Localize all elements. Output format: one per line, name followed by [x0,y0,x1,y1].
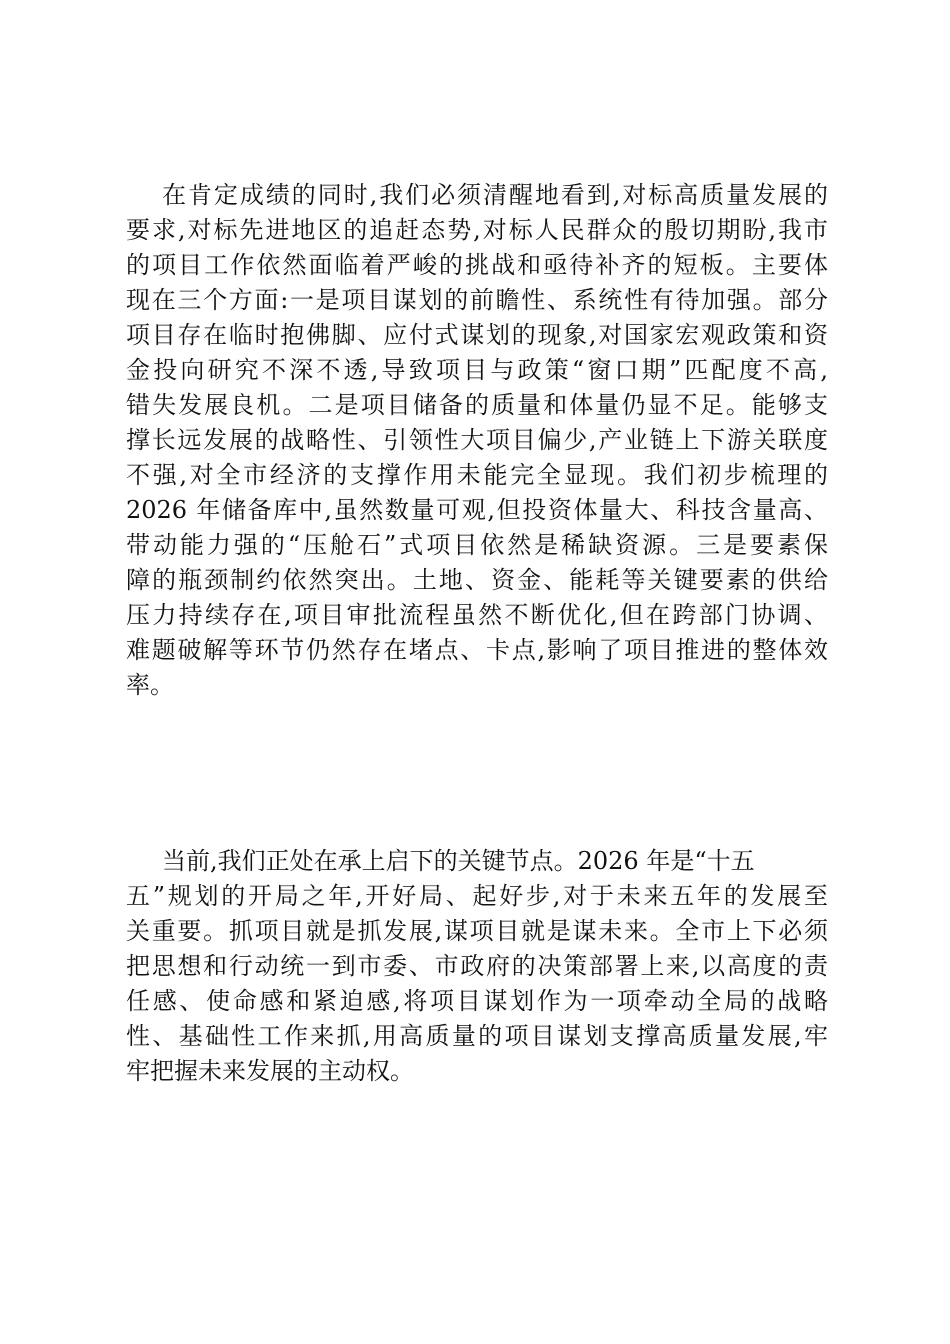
text-line: 压力持续存在,项目审批流程虽然不断优化,但在跨部门协调、 [126,601,828,629]
paragraph-current-situation [126,844,828,1089]
paragraph-challenges [126,178,828,703]
text-line: 当前,我们正处在承上启下的关键节点。2026 年是“十五 [162,847,755,875]
text-line: 金投向研究不深不透,导致项目与政策“窗口期”匹配度不高, [126,356,828,384]
text-line: 错失发展良机。二是项目储备的质量和体量仍显不足。能够支 [126,391,828,419]
text-line: 的项目工作依然面临着严峻的挑战和亟待补齐的短板。主要体 [126,251,828,279]
text-line: 撑长远发展的战略性、引领性大项目偏少,产业链上下游关联度 [126,426,828,454]
text-line: 要求,对标先进地区的追赶态势,对标人民群众的殷切期盼,我市 [126,216,828,244]
text-line: 项目存在临时抱佛脚、应付式谋划的现象,对国家宏观政策和资 [126,321,828,349]
text-line: 五”规划的开局之年,开好局、起好步,对于未来五年的发展至 [126,882,828,910]
text-line: 障的瓶颈制约依然突出。土地、资金、能耗等关键要素的供给 [126,566,828,594]
text-line: 不强,对全市经济的支撑作用未能完全显现。我们初步梳理的 [126,461,828,489]
text-line: 带动能力强的“压舱石”式项目依然是稀缺资源。三是要素保 [126,531,828,559]
text-line: 关重要。抓项目就是抓发展,谋项目就是谋未来。全市上下必须 [126,917,828,945]
text-line: 把思想和行动统一到市委、市政府的决策部署上来,以高度的责 [126,952,828,980]
text-line: 牢把握未来发展的主动权。 [126,1057,414,1085]
text-line: 性、基础性工作来抓,用高质量的项目谋划支撑高质量发展,牢 [126,1022,828,1050]
text-line: 率。 [126,671,174,699]
text-line: 任感、使命感和紧迫感,将项目谋划作为一项牵动全局的战略 [126,987,828,1015]
text-line: 现在三个方面:一是项目谋划的前瞻性、系统性有待加强。部分 [126,286,828,314]
text-line: 2026 年储备库中,虽然数量可观,但投资体量大、科技含量高、 [126,496,828,524]
text-line: 在肯定成绩的同时,我们必须清醒地看到,对标高质量发展的 [162,181,828,209]
text-line: 难题破解等环节仍然存在堵点、卡点,影响了项目推进的整体效 [126,636,828,664]
